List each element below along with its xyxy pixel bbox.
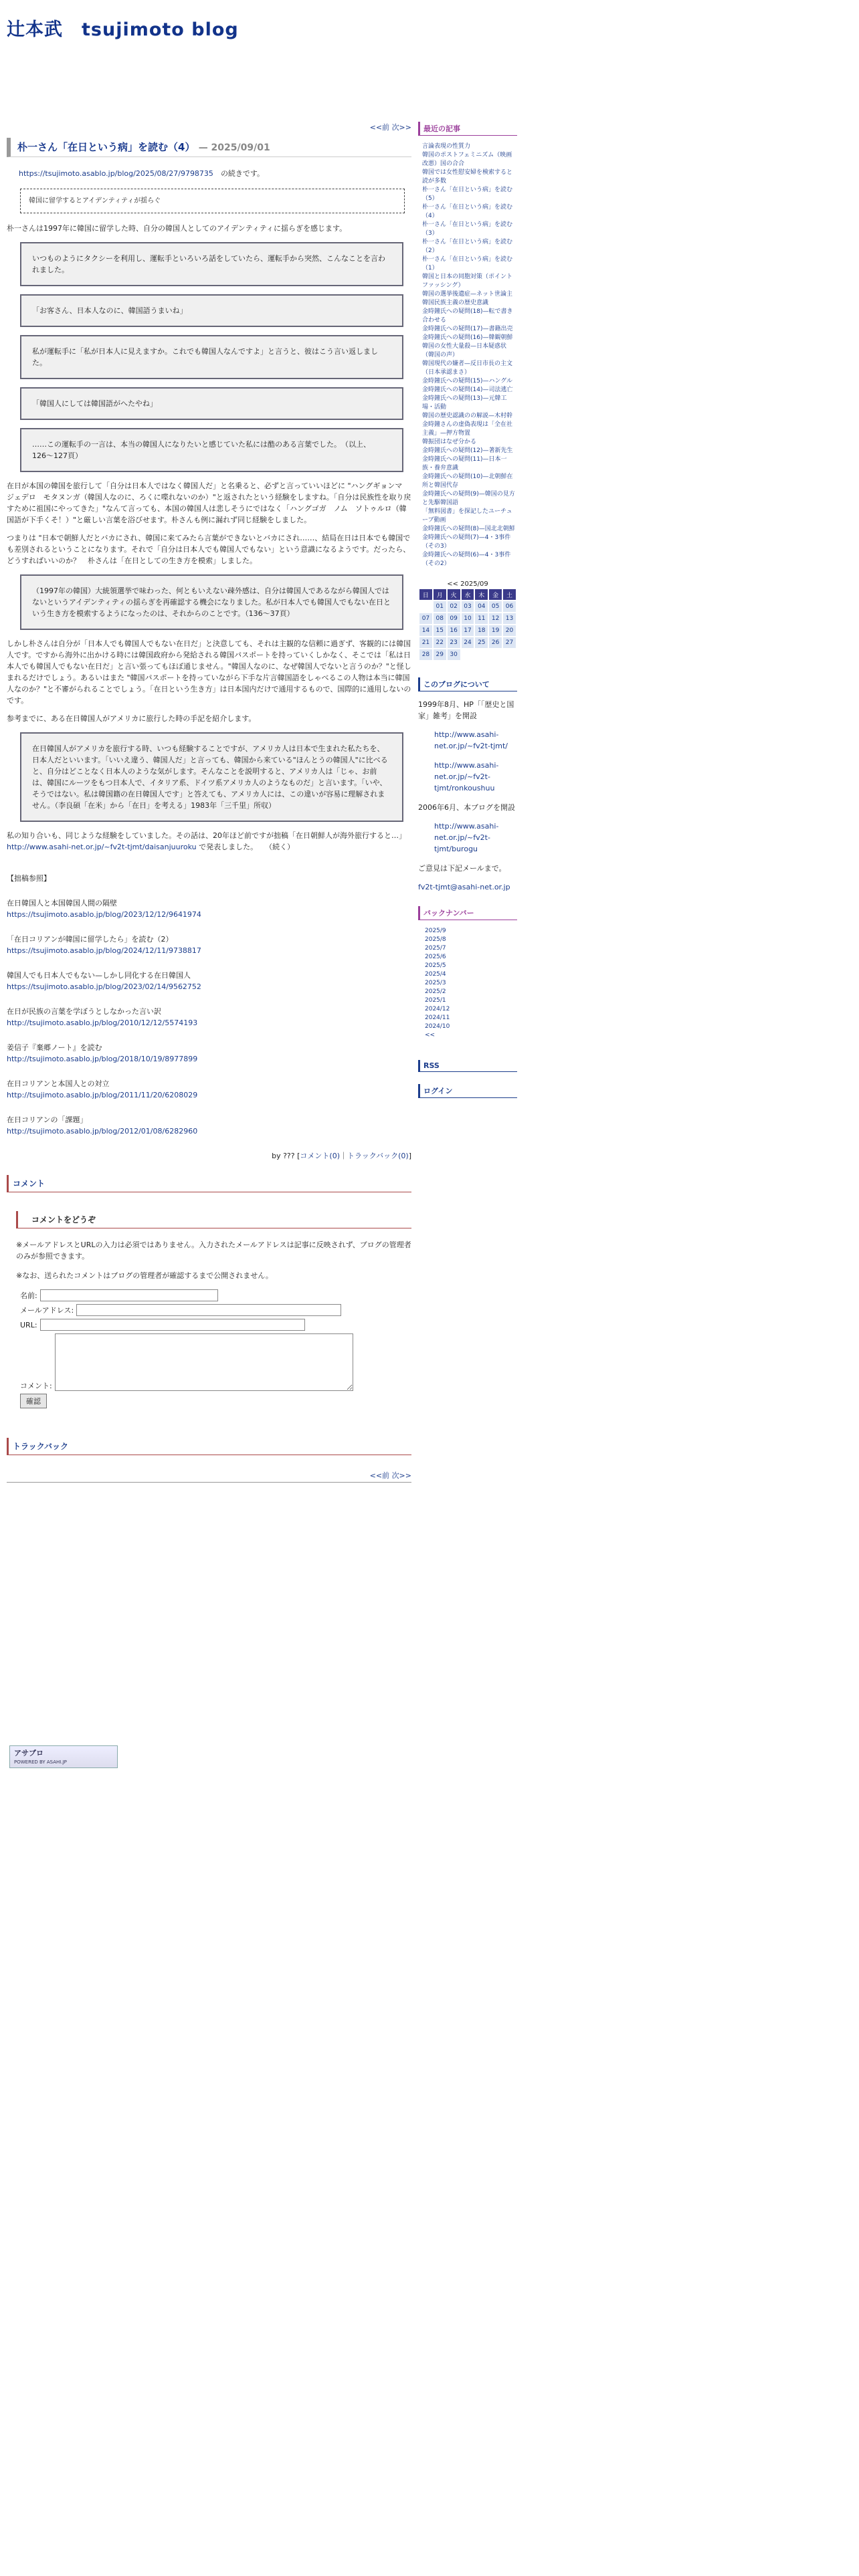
- trackback-header: トラックバック: [7, 1438, 411, 1455]
- comment-note: ※メールアドレスとURLの入力は必須ではありません。入力されたメールアドレスは記事に反映されず、ブログの管理者のみが参照できます。: [16, 1241, 411, 1261]
- calendar-day: [462, 649, 474, 660]
- backnumber-item[interactable]: 2025/3: [425, 980, 446, 986]
- references: [7, 873, 411, 1137]
- byline-end: ]: [408, 1152, 411, 1160]
- calendar-day: [489, 649, 502, 660]
- calendar-day[interactable]: 27: [503, 637, 516, 648]
- comment-count-link[interactable]: コメント(0): [300, 1152, 340, 1160]
- calendar-day[interactable]: 18: [475, 625, 488, 636]
- recent-item[interactable]: 金時鐘氏への疑問(8)—国北北朝鮮: [422, 526, 515, 532]
- quote-box: 私が運転手に「私が日本人に見えますか。これでも韓国人なんですよ」と言うと、彼はこう言い返しました。: [20, 335, 403, 379]
- byline-sep: ｜: [340, 1152, 347, 1160]
- backnumber-item[interactable]: 2025/8: [425, 936, 446, 943]
- ref-title: 「在日コリアンが韓国に留学したら」を読む（2）: [7, 935, 173, 944]
- recent-item[interactable]: 朴一さん「在日という病」を読む（3）: [422, 221, 513, 237]
- ref-title: 在日が民族の言葉を学ぼうとしなかった言い訳: [7, 1007, 161, 1016]
- recent-item[interactable]: 韓国のポストフェミニズム（映画改悪）国の合合: [422, 152, 512, 167]
- section-box: 韓国に留学するとアイデンティティが揺らぐ: [20, 189, 405, 213]
- ref-link[interactable]: http://tsujimoto.asablo.jp/blog/2011/11/20/6208029: [7, 1091, 198, 1099]
- recent-item[interactable]: 韓国の女性大量殺—日本疑惑状（韓国の声）: [422, 343, 507, 358]
- inline-link[interactable]: http://www.asahi-net.or.jp/~fv2t-tjmt/daisanjuuroku: [7, 843, 197, 851]
- recent-item[interactable]: 韓国民族主義の歴史意識: [422, 300, 489, 306]
- recent-item[interactable]: 朴一さん「在日という病」を読む（1）: [422, 256, 513, 272]
- calendar-weekday: 水: [462, 589, 474, 600]
- recent-item[interactable]: 朴一さん「在日という病」を読む（5）: [422, 187, 513, 202]
- byline: [7, 1150, 411, 1162]
- paragraph-text: 私の知り合いも、同じような経験をしていました。その話は、20年ほど前ですが拙稿「在日朝鮮人が海外旅行すると…」: [7, 831, 406, 840]
- calendar-day[interactable]: 22: [434, 637, 446, 648]
- bottom-nav: [7, 1470, 411, 1483]
- ref-title: 在日韓国人と本国韓国人間の隔壁: [7, 899, 117, 907]
- entry-title: [7, 138, 411, 157]
- paragraph-text: で発表しました。 （続く）: [199, 843, 295, 851]
- ref-link[interactable]: https://tsujimoto.asablo.jp/blog/2023/12/12/9641974: [7, 910, 201, 919]
- main-column: [7, 122, 411, 1488]
- backnumber-item[interactable]: 2025/4: [425, 971, 446, 978]
- calendar-day[interactable]: 03: [462, 601, 474, 612]
- entry-title-text: 朴一さん「在日という病」を読む（4）: [17, 141, 195, 153]
- paragraph: 朴一さんは1997年に韓国に留学した時、自分の韓国人としてのアイデンティティに揺らぎを感じます。: [7, 224, 347, 233]
- calendar-weekday: 月: [434, 589, 446, 600]
- recent-item[interactable]: 金時鐘氏への疑問(13)—元韓工場・活動: [422, 395, 507, 411]
- backnumber-item[interactable]: <<: [425, 1032, 436, 1039]
- calendar-day[interactable]: 10: [462, 613, 474, 624]
- backnumber-item[interactable]: 2024/11: [425, 1014, 450, 1021]
- recent-item[interactable]: 韓国の選挙後遺症—ネット世論主: [422, 291, 513, 298]
- calendar-day[interactable]: 16: [448, 625, 460, 636]
- calendar-day[interactable]: 24: [462, 637, 474, 648]
- recent-item[interactable]: 金時鐘氏への疑問(16)—韓観朝鮮: [422, 334, 513, 341]
- calendar-body: [419, 601, 516, 660]
- paragraph: 在日が本国の韓国を旅行して「自分は日本人ではなく韓国人だ」と名乗ると、必ずと言っていいほどに "ハングギョンマ ジェデロ モタヌンガ（韓国人なのに、ろくに喋れないのか）"と返されたという経験をしますね。「自分は民族性を取り戻すために祖国にやってきた」"なんて言っても、本国の韓国人は悲しそうにではなく「ハングゴガ ノム ソトゥルロ（韓国語が下手くそ！）"と厳しい言葉を浴びせます。朴さんも例に漏れず同じ経験をしました。: [7, 481, 411, 524]
- recent-item[interactable]: 韓国では女性慰安婦を検索すると読が多数: [422, 169, 513, 185]
- backnumber-item[interactable]: 2025/5: [425, 962, 446, 969]
- quote-box: （1997年の韓国）大統領選挙で味わった、何ともいえない疎外感は、自分は韓国人であるながら韓国人ではないというアイデンティティの揺らぎを再確認する機会になりました。私が日本人でも韓国人でもない在日という生き方を模索するようになったのは、それからのことです。（136〜37頁）: [20, 574, 403, 630]
- ref-title: 在日コリアンの「課題」: [7, 1115, 88, 1124]
- about-link[interactable]: http://www.asahi-net.or.jp/~fv2t-tjmt/ronkoushuu: [434, 761, 499, 792]
- calendar-day[interactable]: 19: [489, 625, 502, 636]
- url-label: URL:: [20, 1320, 37, 1329]
- calendar-weekdays: [419, 589, 516, 600]
- prev-link[interactable]: <<前: [369, 123, 390, 132]
- calendar-table: [418, 588, 517, 661]
- backnumber-item[interactable]: 2025/7: [425, 945, 446, 952]
- calendar-weekday: 金: [489, 589, 502, 600]
- calendar-day[interactable]: 01: [434, 601, 446, 612]
- backnumber-item[interactable]: 2024/12: [425, 1006, 450, 1012]
- login-link[interactable]: ログイン: [418, 1084, 517, 1098]
- quote-box: いつものようにタクシーを利用し、運転手といろいろ話をしていたら、運転手から突然、こんなことを言われました。: [20, 242, 403, 286]
- recent-item[interactable]: 朴一さん「在日という病」を読む（4）: [422, 204, 513, 219]
- trackback-count-link[interactable]: トラックバック(0): [347, 1152, 409, 1160]
- recent-item[interactable]: 「無料図書」を探記したユーチューブ動画: [422, 508, 512, 524]
- next-link[interactable]: 次>>: [391, 1471, 411, 1480]
- lead-after: の続きです。: [220, 169, 265, 178]
- quote-box: 「韓国人にしては韓国語がへたやね」: [20, 387, 403, 420]
- recent-item[interactable]: 金時鐘氏への疑問(18)—転で書き合わせる: [422, 308, 513, 324]
- about-text: [418, 699, 517, 893]
- ref-link[interactable]: http://tsujimoto.asablo.jp/blog/2010/12/12/5574193: [7, 1018, 198, 1027]
- about-link[interactable]: http://www.asahi-net.or.jp/~fv2t-tjmt/burogu: [434, 822, 499, 853]
- recent-title: 最近の記事: [418, 122, 517, 136]
- recent-item[interactable]: 金時鐘氏への疑問(10)—北朝鮮在所と韓国代存: [422, 473, 513, 489]
- calendar-day[interactable]: 26: [489, 637, 502, 648]
- top-nav: [7, 122, 411, 132]
- calendar-day[interactable]: 09: [448, 613, 460, 624]
- backnumber-item[interactable]: 2025/9: [425, 928, 446, 934]
- calendar: [418, 580, 517, 661]
- refs-title: 【拙稿参照】: [7, 874, 51, 883]
- about-line: 2006年6月、本ブログを開設: [418, 803, 515, 812]
- ref-link[interactable]: http://tsujimoto.asablo.jp/blog/2018/10/19/8977899: [7, 1055, 198, 1063]
- paragraph: しかし朴さんは自分が「日本人でも韓国人でもない在日だ」と決意しても、それは主観的な信頼に過ぎず、客観的には韓国人です。ですから海外に出かける時には韓国政府から発給される韓国パスポートを持っていくしかなく、そこでは「私は日本人でも韓国人でもない在日だ」と言い張ってもほぼ通じません。"韓国人なのに、なぜ韓国人でないと言うのか？"と怪しまれるだけでしょう。あるいはまた "韓国パスポートを持っていながら下手な片言韓国語をしゃべるこの人物は本当に韓国人なのか？"と不審がられることでしょう。「在日という生き方」は日本国内だけで通用するもので、国際的に通用しないのです。: [7, 639, 411, 705]
- calendar-day[interactable]: 20: [503, 625, 516, 636]
- calendar-day[interactable]: 28: [419, 649, 432, 660]
- ref-title: 在日コリアンと本国人との対立: [7, 1079, 110, 1088]
- about-line: ご意見は下記メールまで。: [418, 864, 506, 873]
- calendar-day[interactable]: 21: [419, 637, 432, 648]
- logo-text: アサブロ: [14, 1749, 43, 1757]
- calendar-day[interactable]: 29: [434, 649, 446, 660]
- calendar-day[interactable]: 11: [475, 613, 488, 624]
- backnumber-item[interactable]: 2024/10: [425, 1023, 450, 1030]
- about-line: 1999年8月、HP「「歴史と国家」雑考」を開設: [418, 700, 514, 720]
- calendar-caption[interactable]: << 2025/09: [447, 580, 488, 588]
- calendar-day[interactable]: 13: [503, 613, 516, 624]
- backnumber-item[interactable]: 2025/1: [425, 997, 446, 1004]
- entry-body: [7, 168, 411, 1162]
- name-label: 名前:: [20, 1291, 37, 1300]
- calendar-day[interactable]: 14: [419, 625, 432, 636]
- ref-link[interactable]: https://tsujimoto.asablo.jp/blog/2023/02/14/9562752: [7, 982, 201, 991]
- calendar-day[interactable]: 08: [434, 613, 446, 624]
- recent-item[interactable]: 金時鐘氏への疑問(14)—司法逃亡: [422, 387, 513, 393]
- byline-author: by ??? [: [272, 1152, 300, 1160]
- paragraph: 参考までに、ある在日韓国人がアメリカに旅行した時の手記を紹介します。: [7, 714, 256, 723]
- calendar-day[interactable]: 04: [475, 601, 488, 612]
- calendar-day[interactable]: 15: [434, 625, 446, 636]
- recent-item[interactable]: 言論表現の性質力: [422, 143, 471, 150]
- ref-link[interactable]: http://tsujimoto.asablo.jp/blog/2012/01/08/6282960: [7, 1127, 198, 1136]
- asablo-logo[interactable]: [9, 1745, 118, 1768]
- calendar-weekday: 木: [475, 589, 488, 600]
- entry-date: — 2025/09/01: [198, 142, 270, 153]
- next-link[interactable]: 次>>: [391, 123, 411, 132]
- calendar-day[interactable]: 07: [419, 613, 432, 624]
- calendar-day: [419, 601, 432, 612]
- calendar-day[interactable]: 25: [475, 637, 488, 648]
- calendar-day[interactable]: 23: [448, 637, 460, 648]
- comment-label: コメント:: [20, 1382, 52, 1390]
- submit-button[interactable]: 確認: [20, 1394, 47, 1408]
- calendar-day[interactable]: 02: [448, 601, 460, 612]
- calendar-weekday: 日: [419, 589, 432, 600]
- calendar-day[interactable]: 05: [489, 601, 502, 612]
- quote-box: ……この運転手の一言は、本当の韓国人になりたいと感じていた私には酷のある言葉でした。 （以上、126〜127頁）: [20, 428, 403, 472]
- ref-title: 姜信子『棄郷ノート』を読む: [7, 1043, 102, 1052]
- paragraph: [7, 830, 411, 853]
- site-title[interactable]: 辻本武 tsujimoto blog: [7, 19, 239, 40]
- quote-box: 「お客さん、日本人なのに、韓国語うまいね」: [20, 294, 403, 327]
- calendar-weekday: 火: [448, 589, 460, 600]
- comment-header: コメント: [7, 1175, 411, 1192]
- recent-item[interactable]: 金時鐘氏への疑問(11)—日本一族・養弁意識: [422, 456, 507, 471]
- backnumber-item[interactable]: 2025/6: [425, 954, 446, 960]
- ref-link[interactable]: https://tsujimoto.asablo.jp/blog/2024/12/11/9738817: [7, 946, 201, 955]
- calendar-day[interactable]: 06: [503, 601, 516, 612]
- calendar-day[interactable]: 12: [489, 613, 502, 624]
- name-input[interactable]: [40, 1289, 218, 1301]
- recent-list: [422, 142, 517, 568]
- recent-item[interactable]: 韓国の歴史認識のの解説—木村幹: [422, 413, 513, 419]
- recent-item[interactable]: 金時鐘氏への疑問(15)—ハングル: [422, 378, 513, 385]
- backnumber-item[interactable]: 2025/2: [425, 988, 446, 995]
- quote-box: 在日韓国人がアメリカを旅行する時、いつも経験することですが、アメリカ人は日本で生まれた私たちを、日本人だといいます。「いいえ違う、韓国人だ」と言っても、韓国から来ている"ほんとうの韓国人"に比べると、自分はどことなく日本人のような気がします。そんなことを説明すると、アメリカ人は「じゃ、お前は、韓国にルーツをもつ日本人で、イタリア系、ドイツ系アメリカ人のようなものだ」と言います。「いや、そうではない。私は韓国籍の在日韓国人です」と答えても、アメリカ人には、この違いが容易に理解されません。（李良碩「在米」から「在日」を考える」1983年「三千里」所収）: [20, 732, 403, 822]
- recent-item[interactable]: 金時鐘氏への疑問(12)—著新先生: [422, 447, 513, 454]
- url-input[interactable]: [40, 1319, 305, 1331]
- calendar-weekday: 土: [503, 589, 516, 600]
- powered-text: POWERED BY ASAHI.JP: [14, 1759, 67, 1765]
- recent-item[interactable]: 金時鐘氏への疑問(7)—4・3事件（その3）: [422, 534, 511, 550]
- email-label: メールアドレス:: [20, 1306, 74, 1315]
- paragraph: つまりは "日本で朝鮮人だとバカにされ、韓国に来てみたら言葉ができないとバカにされ……、結局在日は日本でも韓国でも差別されるということになります。それで「自分は日本人でも韓国人でもない」という意識になるようです。だったら、どうすればいいのか？ 朴さんは「在日としての生き方を模索」しました。: [7, 534, 411, 565]
- calendar-day[interactable]: 30: [448, 649, 460, 660]
- recent-item[interactable]: 金時鐘氏への疑問(9)—韓国の見方と先駆韓国語: [422, 491, 515, 506]
- comment-note: ※なお、送られたコメントはブログの管理者が確認するまで公開されません。: [16, 1271, 273, 1280]
- about-link[interactable]: http://www.asahi-net.or.jp/~fv2t-tjmt/: [434, 730, 508, 750]
- email-input[interactable]: [76, 1304, 341, 1316]
- recent-item[interactable]: 韓国と日本の同胞対策（ポイントファッシング）: [422, 274, 513, 289]
- recent-item[interactable]: 金時鐘さんの虚偽表現は「全在社主義」—押方物置: [422, 421, 513, 437]
- rss-link[interactable]: RSS: [418, 1060, 517, 1072]
- comment-form-title: コメントをどうぞ: [16, 1211, 411, 1228]
- recent-item[interactable]: 韓振団はなぜ分かる: [422, 439, 477, 445]
- backnumber-list: [418, 927, 517, 1040]
- ref-title: 韓国人でも日本人でもない—しかし同化する在日韓国人: [7, 971, 191, 980]
- recent-item[interactable]: 金時鐘氏への疑問(17)—書籍出売: [422, 326, 513, 332]
- prev-link[interactable]: <<前: [369, 1471, 390, 1480]
- lead-link[interactable]: https://tsujimoto.asablo.jp/blog/2025/08/27/9798735: [19, 169, 213, 178]
- sidebar: [418, 122, 517, 1105]
- recent-item[interactable]: 金時鐘氏への疑問(6)—4・3事件（その2）: [422, 552, 511, 567]
- about-title: このブログについて: [418, 677, 517, 691]
- calendar-day: [503, 649, 516, 660]
- calendar-day: [475, 649, 488, 660]
- about-email[interactable]: fv2t-tjmt@asahi-net.or.jp: [418, 883, 510, 891]
- recent-item[interactable]: 韓国現代の嫌者—反日市長の主文（日本承認まさ）: [422, 360, 513, 376]
- backnumber-title: バックナンバー: [418, 906, 517, 920]
- calendar-day[interactable]: 17: [462, 625, 474, 636]
- comment-textarea[interactable]: [55, 1333, 353, 1391]
- recent-item[interactable]: 朴一さん「在日という病」を読む（2）: [422, 239, 513, 254]
